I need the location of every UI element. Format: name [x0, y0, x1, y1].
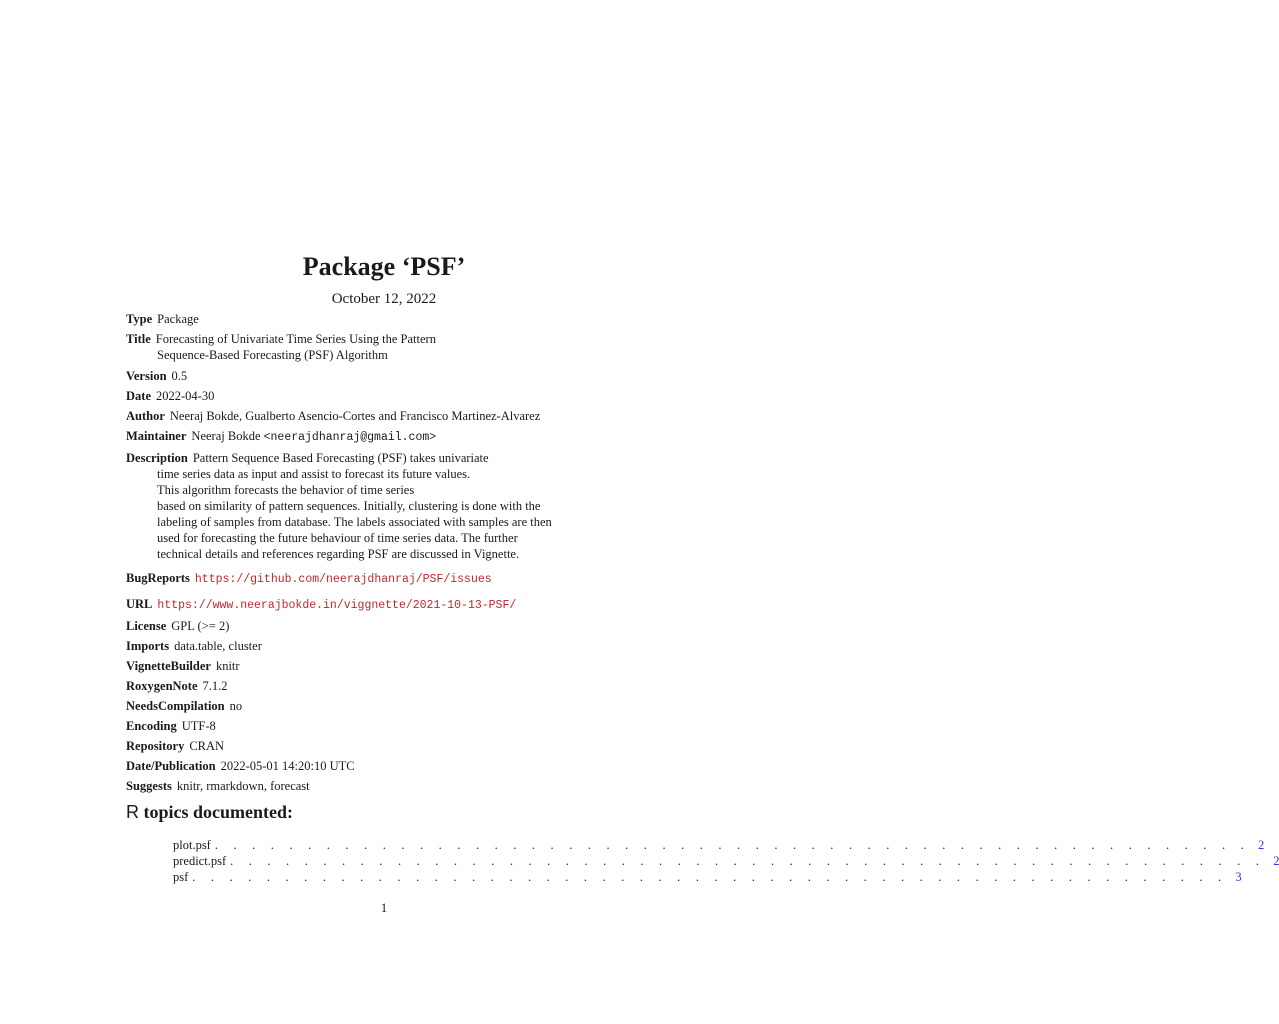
bugreports-link[interactable]: https://github.com/neerajdhanraj/PSF/issues: [194, 573, 492, 586]
field-value: UTF-8: [181, 719, 216, 733]
toc-entry-name[interactable]: predict.psf: [173, 854, 227, 868]
field-title: [126, 331, 646, 363]
toc-leader-dots: . . . . . . . . . . . . . . . . . . . . . . . . . . . . . . . . . . . . . . . . . . . . . . . . . . . . . . . .: [192, 870, 1228, 884]
field-value-line: Pattern Sequence Based Forecasting (PSF) takes univariate: [192, 451, 489, 465]
field-key: License: [126, 619, 167, 633]
field-key: NeedsCompilation: [126, 699, 225, 713]
package-fields: [126, 311, 646, 794]
maintainer-email: <neerajdhanraj@gmail.com>: [263, 431, 437, 444]
toc-leader-dots: . . . . . . . . . . . . . . . . . . . . . . . . . . . . . . . . . . . . . . . . . . . . . . . . . . . . . . . .: [214, 838, 1250, 852]
url-link[interactable]: https://www.neerajbokde.in/viggnette/2021-10-13-PSF/: [157, 599, 517, 612]
field-value: Package: [157, 312, 199, 326]
field-repository: [126, 738, 646, 754]
field-key: Suggests: [126, 779, 172, 793]
field-vignettebuilder: [126, 658, 646, 674]
field-key: URL: [126, 597, 153, 611]
toc-page-link[interactable]: 2: [1273, 854, 1279, 868]
field-maintainer: [126, 428, 646, 446]
field-imports: [126, 638, 646, 654]
toc-entry-name[interactable]: psf: [173, 870, 189, 884]
field-key: Maintainer: [126, 429, 187, 443]
page-date: October 12, 2022: [331, 291, 437, 307]
field-value: 0.5: [171, 369, 188, 383]
field-value: Neeraj Bokde, Gualberto Asencio-Cortes and Francisco Martinez-Alvarez: [169, 409, 541, 423]
toc-leader-dots: . . . . . . . . . . . . . . . . . . . . . . . . . . . . . . . . . . . . . . . . . . . . . . . . . . . . . . . .: [230, 854, 1266, 868]
field-key: BugReports: [126, 571, 190, 585]
field-key: Author: [126, 409, 165, 423]
field-version: [126, 368, 646, 384]
field-value-line: Sequence-Based Forecasting (PSF) Algorithm: [157, 348, 388, 362]
field-date: [126, 388, 646, 404]
field-key: VignetteBuilder: [126, 659, 211, 673]
field-key: Imports: [126, 639, 170, 653]
toc-entry-psf[interactable]: [173, 869, 1242, 885]
field-description: [126, 450, 646, 562]
toc-entry-predict-psf[interactable]: [173, 853, 1279, 869]
maintainer-name: Neeraj Bokde: [191, 429, 261, 443]
field-value: data.table, cluster: [174, 639, 262, 653]
field-value: 2022-05-01 14:20:10 UTC: [220, 759, 355, 773]
field-license: [126, 618, 646, 634]
field-value: CRAN: [189, 739, 225, 753]
field-value-line: time series data as input and assist to forecast its future values.: [157, 467, 471, 481]
field-needscompilation: [126, 698, 646, 714]
field-publication: [126, 758, 646, 774]
field-key: Description: [126, 451, 188, 465]
field-bugreports: [126, 570, 646, 588]
toc-entry-plot-psf[interactable]: [173, 837, 1265, 853]
field-suggests: [126, 778, 646, 794]
field-value: knitr, rmarkdown, forecast: [176, 779, 310, 793]
field-value-line: Forecasting of Univariate Time Series Using the Pattern: [155, 332, 436, 346]
field-value: no: [229, 699, 243, 713]
field-key: Repository: [126, 739, 185, 753]
field-url: [126, 596, 646, 614]
field-value-line: used for forecasting the future behaviour of time series data. The further: [157, 531, 518, 545]
toc-page-link[interactable]: 2: [1257, 838, 1265, 852]
field-key: Date/Publication: [126, 759, 216, 773]
field-type: [126, 311, 646, 327]
page-number: 1: [380, 901, 388, 915]
toc-entry-name[interactable]: plot.psf: [173, 838, 211, 852]
field-encoding: [126, 718, 646, 734]
toc-page-link[interactable]: 3: [1235, 870, 1242, 884]
field-key: Title: [126, 332, 151, 346]
field-key: RoxygenNote: [126, 679, 198, 693]
field-key: Type: [126, 312, 153, 326]
topics-list: [173, 837, 1279, 885]
field-key: Encoding: [126, 719, 177, 733]
field-key: Version: [126, 369, 167, 383]
field-author: [126, 408, 646, 424]
field-value-line: labeling of samples from database. The labels associated with samples are then: [157, 515, 552, 529]
field-value-line: technical details and references regarding PSF are discussed in Vignette.: [157, 547, 520, 561]
page-title: Package ‘PSF’: [302, 252, 466, 281]
field-key: Date: [126, 389, 151, 403]
field-value: GPL (>= 2): [171, 619, 230, 633]
field-value: 7.1.2: [202, 679, 228, 693]
r-logo-letter: R: [126, 802, 139, 822]
topics-heading: [126, 801, 293, 823]
field-value-line: based on similarity of pattern sequences. Initially, clustering is done with the: [157, 499, 541, 513]
field-value: knitr: [215, 659, 240, 673]
topics-heading-text: topics documented:: [143, 802, 293, 822]
field-roxygennote: [126, 678, 646, 694]
field-value: 2022-04-30: [156, 389, 215, 403]
field-value-line: This algorithm forecasts the behavior of time series: [157, 483, 415, 497]
